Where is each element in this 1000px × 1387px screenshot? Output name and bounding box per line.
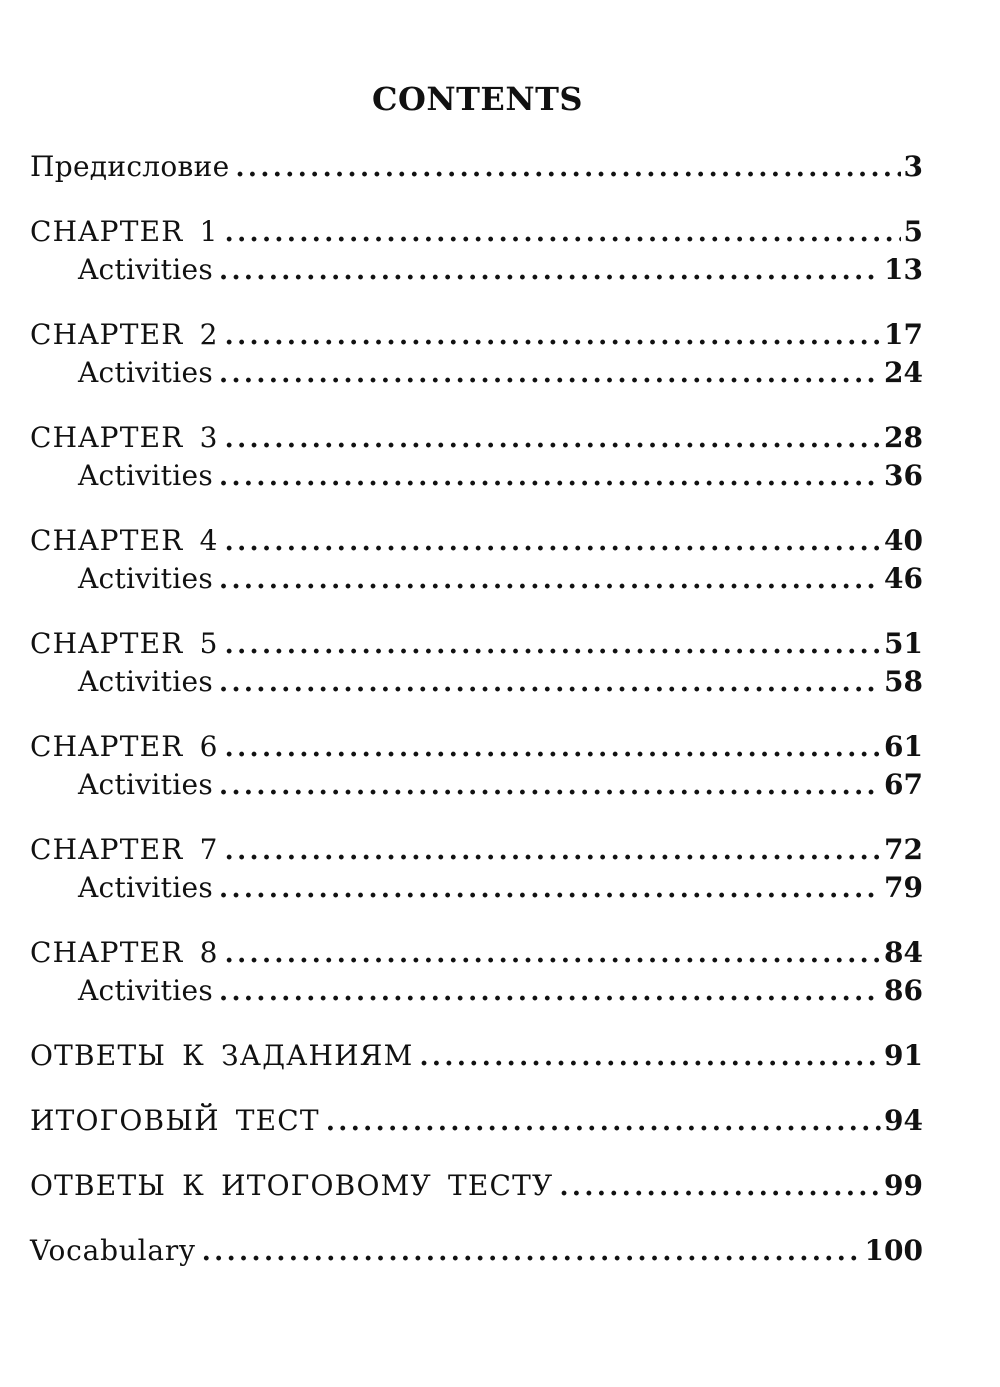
toc-entry-activities-1[interactable]	[78, 251, 923, 289]
dot-leader	[225, 935, 881, 973]
toc-entry-page: 51	[884, 627, 923, 660]
toc-entry-page: 72	[884, 833, 923, 866]
toc-entry-label: Activities	[78, 562, 214, 595]
dot-leader	[225, 420, 881, 458]
toc-entry-page: 3	[903, 150, 923, 183]
toc-entry-label: Vocabulary	[30, 1234, 196, 1267]
dot-leader	[219, 767, 881, 805]
toc-entry-activities-7[interactable]	[78, 869, 923, 907]
toc-entry-page: 67	[884, 768, 923, 801]
toc-entry-chapter-5[interactable]	[30, 625, 923, 663]
toc-entry-page: 5	[903, 215, 923, 248]
toc-entry-final-test-answers[interactable]	[30, 1167, 923, 1205]
toc-entry-page: 99	[884, 1169, 923, 1202]
toc-entry-page: 28	[884, 421, 923, 454]
toc-entry-label: Предисловие	[30, 150, 230, 183]
dot-leader	[225, 317, 881, 355]
dot-leader	[225, 626, 881, 664]
dot-leader	[225, 214, 901, 252]
toc-entry-label: CHAPTER 7	[30, 833, 219, 866]
dot-leader	[225, 729, 881, 767]
toc-entry-chapter-3[interactable]	[30, 419, 923, 457]
toc-entry-label: CHAPTER 8	[30, 936, 219, 969]
toc-entry-activities-4[interactable]	[78, 560, 923, 598]
toc-entry-page: 79	[884, 871, 923, 904]
toc-entry-label: CHAPTER 4	[30, 524, 219, 557]
toc-entry-page: 91	[884, 1039, 923, 1072]
toc-entry-label: CHAPTER 6	[30, 730, 219, 763]
toc-entry-label: Activities	[78, 253, 214, 286]
toc-entry-chapter-4[interactable]	[30, 522, 923, 560]
toc-entry-chapter-7[interactable]	[30, 831, 923, 869]
dot-leader	[219, 973, 881, 1011]
toc-entry-page: 17	[884, 318, 923, 351]
toc-entry-chapter-6[interactable]	[30, 728, 923, 766]
toc-entry-page: 61	[884, 730, 923, 763]
toc-entry-page: 58	[884, 665, 923, 698]
toc-entry-activities-2[interactable]	[78, 354, 923, 392]
toc-entry-label: CHAPTER 5	[30, 627, 219, 660]
dot-leader	[219, 355, 881, 393]
toc-entry-label: ОТВЕТЫ К ЗАДАНИЯМ	[30, 1039, 414, 1072]
toc-entry-page: 84	[884, 936, 923, 969]
toc-entry-answers[interactable]	[30, 1037, 923, 1075]
dot-leader	[225, 832, 881, 870]
page-title: CONTENTS	[372, 80, 583, 118]
toc-entry-label: Activities	[78, 356, 214, 389]
toc-entry-page: 40	[884, 524, 923, 557]
toc-entry-activities-6[interactable]	[78, 766, 923, 804]
dot-leader	[219, 664, 881, 702]
toc-entry-page: 46	[884, 562, 923, 595]
dot-leader	[326, 1103, 881, 1141]
toc-entry-final-test[interactable]	[30, 1102, 923, 1140]
toc-entry-label: Activities	[78, 459, 214, 492]
dot-leader	[419, 1038, 881, 1076]
dot-leader	[225, 523, 881, 561]
toc-entry-label: ОТВЕТЫ К ИТОГОВОМУ ТЕСТУ	[30, 1169, 554, 1202]
dot-leader	[219, 561, 881, 599]
dot-leader	[219, 870, 881, 908]
toc-entry-label: ИТОГОВЫЙ ТЕСТ	[30, 1104, 320, 1137]
toc-entry-preface[interactable]	[30, 148, 923, 186]
toc-entry-activities-3[interactable]	[78, 457, 923, 495]
toc-entry-chapter-2[interactable]	[30, 316, 923, 354]
toc-entry-page: 86	[884, 974, 923, 1007]
toc-entry-label: Activities	[78, 974, 214, 1007]
dot-leader	[202, 1233, 862, 1271]
toc-entry-label: Activities	[78, 768, 214, 801]
toc-entry-page: 36	[884, 459, 923, 492]
toc-entry-page: 100	[864, 1234, 923, 1267]
toc-entry-page: 94	[884, 1104, 923, 1137]
toc-entry-chapter-8[interactable]	[30, 934, 923, 972]
dot-leader	[219, 252, 881, 290]
toc-entry-chapter-1[interactable]	[30, 213, 923, 251]
dot-leader	[559, 1168, 881, 1206]
toc-entry-vocabulary[interactable]	[30, 1232, 923, 1270]
toc-entry-page: 24	[884, 356, 923, 389]
toc-entry-label: CHAPTER 2	[30, 318, 219, 351]
dot-leader	[235, 149, 900, 187]
toc-entry-label: CHAPTER 3	[30, 421, 219, 454]
toc-entry-label: Activities	[78, 665, 214, 698]
toc-entry-label: Activities	[78, 871, 214, 904]
toc-entry-page: 13	[884, 253, 923, 286]
toc-entry-activities-5[interactable]	[78, 663, 923, 701]
toc-entry-activities-8[interactable]	[78, 972, 923, 1010]
dot-leader	[219, 458, 881, 496]
toc-entry-label: CHAPTER 1	[30, 215, 219, 248]
